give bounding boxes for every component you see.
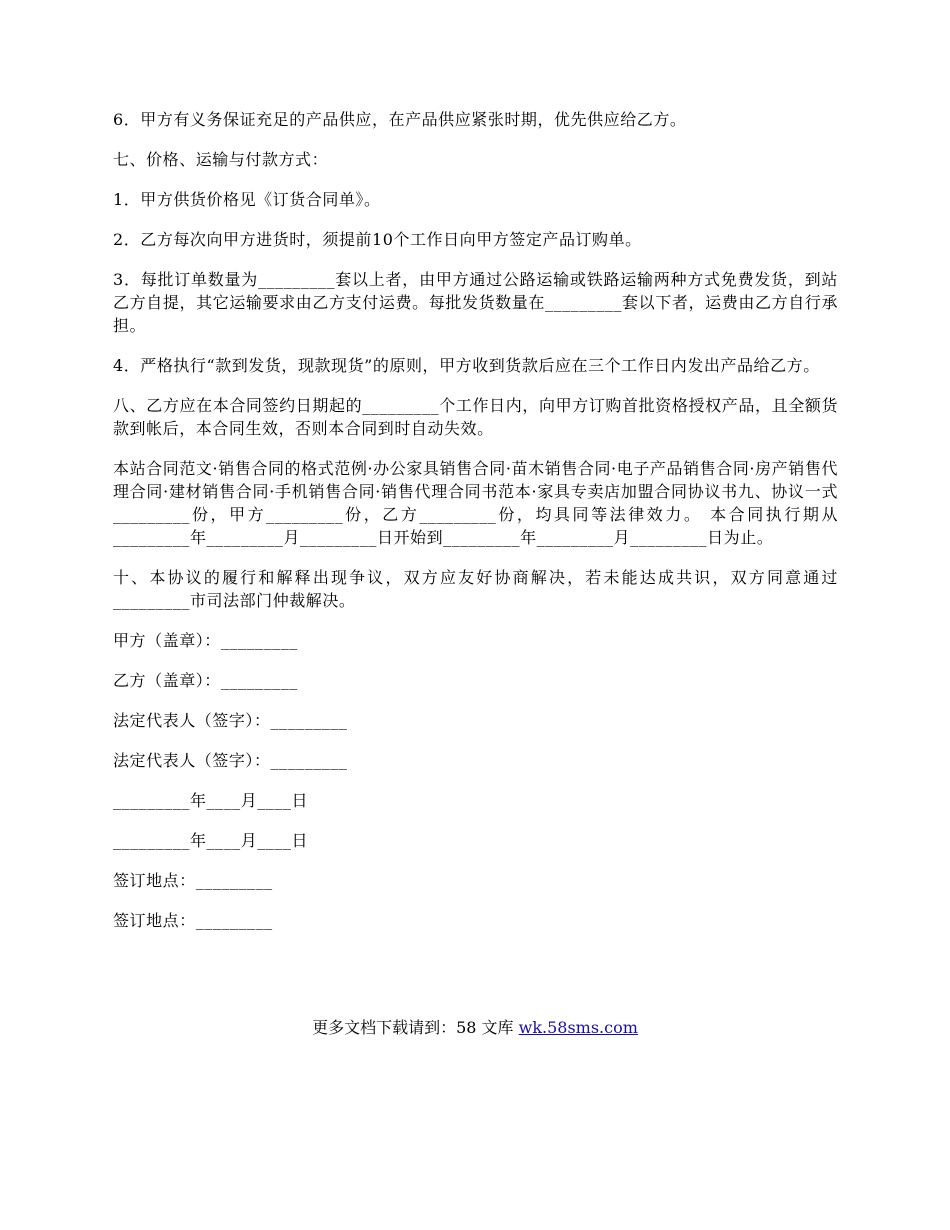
document-body	[113, 108, 838, 949]
section-8: 八、乙方应在本合同签约日期起的_________个工作日内，向甲方订购首批资格授权产品，且全额货款到帐后，本合同生效，否则本合同到时自动失效。	[113, 396, 838, 438]
clause-6: 6．甲方有义务保证充足的产品供应，在产品供应紧张时期，优先供应给乙方。	[113, 110, 687, 129]
signing-location-b: 签订地点：_________	[113, 911, 273, 930]
party-b-seal: 乙方（盖章）：_________	[113, 671, 298, 690]
legal-rep-signature-b: 法定代表人（签字）：_________	[113, 751, 348, 770]
date-line-a: _________年____月____日	[113, 791, 308, 810]
download-footer	[0, 1016, 950, 1039]
clause-price: 1．甲方供货价格见《订货合同单》。	[113, 190, 381, 209]
footer-link[interactable]: wk.58sms.com	[518, 1018, 638, 1037]
clause-shipping: 3．每批订单数量为_________套以上者，由甲方通过公路运输或铁路运输两种方式免费发货，到站乙方自提，其它运输要求由乙方支付运费。每批发货数量在_________套以下者，运费由乙方自行承担。	[113, 270, 838, 335]
clause-order: 2．乙方每次向甲方进货时，须提前10个工作日向甲方签定产品订购单。	[113, 230, 642, 249]
section-10: 十、本协议的履行和解释出现争议，双方应友好协商解决，若未能达成共识，双方同意通过_________市司法部门仲裁解决。	[113, 568, 838, 610]
date-line-b: _________年____月____日	[113, 831, 308, 850]
clause-payment: 4．严格执行“款到发货，现款现货”的原则，甲方收到货款后应在三个工作日内发出产品给乙方。	[113, 356, 820, 375]
footer-prefix: 更多文档下载请到：58 文库	[312, 1018, 519, 1037]
legal-rep-signature-a: 法定代表人（签字）：_________	[113, 711, 348, 730]
section-7-heading: 七、价格、运输与付款方式：	[113, 150, 329, 169]
signing-location-a: 签订地点：_________	[113, 871, 273, 890]
section-9: 本站合同范文·销售合同的格式范例·办公家具销售合同·苗木销售合同·电子产品销售合同·房产销售代理合同·建材销售合同·手机销售合同·销售代理合同书范本·家具专卖店加盟合同协议书九、协议一式_________份，甲方_________份，乙方_________份，均具同等法律效力。 本合同执行期从_________年_________月_________日开始到_________年_________月_________日为止。	[113, 459, 838, 547]
party-a-seal: 甲方（盖章）：_________	[113, 631, 298, 650]
